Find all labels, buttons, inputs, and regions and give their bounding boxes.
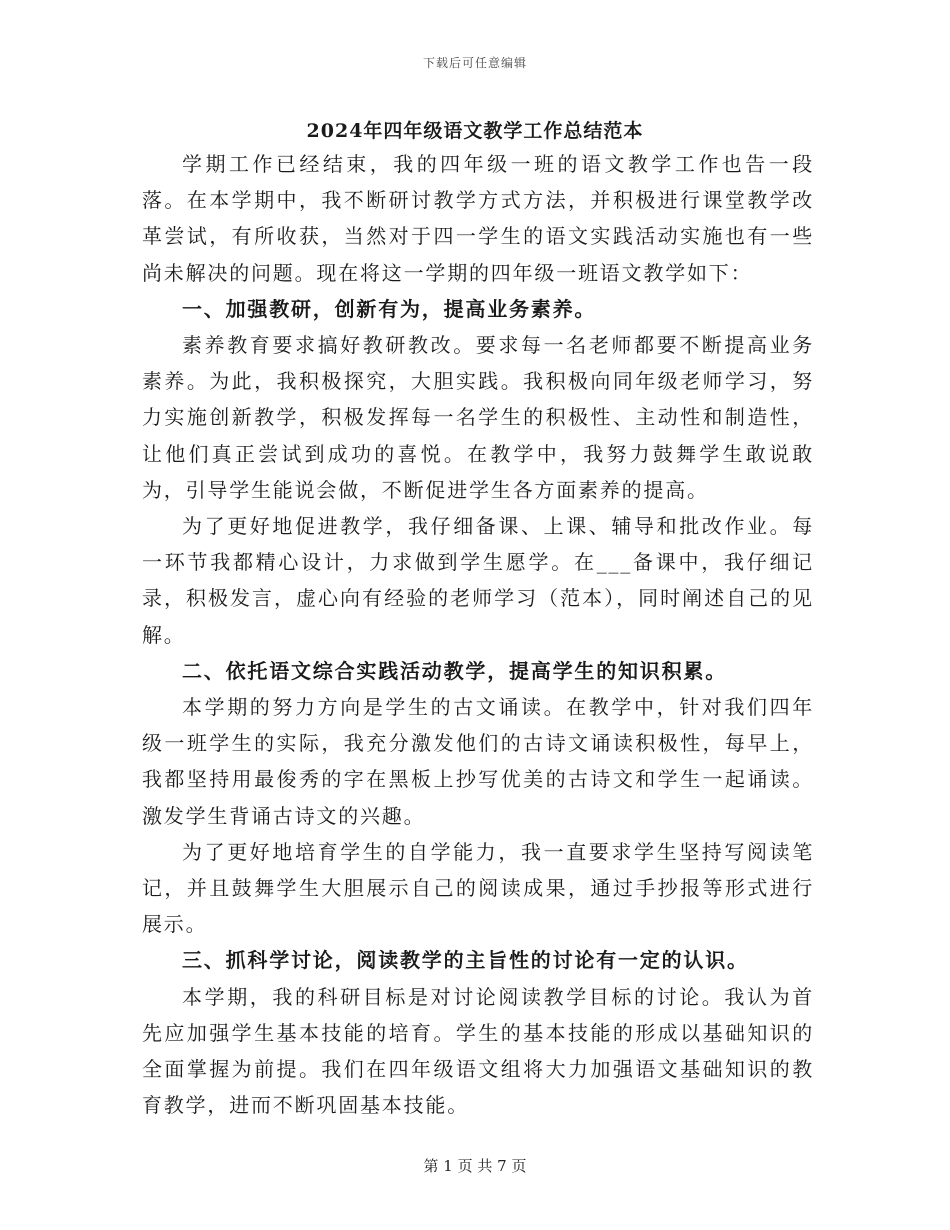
page-number-footer: 第 1 页 共 7 页 (423, 1157, 527, 1175)
intro-paragraph: 学期工作已经结束，我的四年级一班的语文教学工作也告一段落。在本学期中，我不断研讨教学方式方法，并积极进行课堂教学改革尝试，有所收获，当然对于四一学生的语文实践活动实施也有一些尚未解决的问题。现在将这一学期的四年级一班语文教学如下： (142, 152, 814, 285)
paragraph: 素养教育要求搞好教研教改。要求每一名老师都要不断提高业务素养。为此，我积极探究，大胆实践。我积极向同年级老师学习，努力实施创新教学，积极发挥每一名学生的积极性、主动性和制造性，让他们真正尝试到成功的喜悦。在教学中，我努力鼓舞学生敢说敢为，引导学生能说会做，不断促进学生各方面素养的提高。 (142, 333, 814, 502)
document-title: 2024年四年级语文教学工作总结范本 (306, 120, 644, 142)
section-heading-3: 三、抓科学讨论，阅读教学的主旨性的讨论有一定的认识。 (182, 948, 749, 973)
paragraph: 为了更好地促进教学，我仔细备课、上课、辅导和批改作业。每一环节我都精心设计，力求做到学生愿学。在___备课中，我仔细记录，积极发言，虚心向有经验的老师学习（范本），同时阐述自己的见解。 (142, 514, 814, 647)
section-heading-1: 一、加强教研，创新有为，提高业务素养。 (182, 296, 597, 321)
section-heading-2: 二、依托语文综合实践活动教学，提高学生的知识积累。 (182, 658, 727, 683)
document-body (142, 146, 814, 1123)
paragraph: 为了更好地培育学生的自学能力，我一直要求学生坚持写阅读笔记，并且鼓舞学生大胆展示自己的阅读成果，通过手抄报等形式进行展示。 (142, 839, 814, 937)
paragraph: 本学期的努力方向是学生的古文诵读。在教学中，针对我们四年级一班学生的实际，我充分激发他们的古诗文诵读积极性，每早上，我都坚持用最俊秀的字在黑板上抄写优美的古诗文和学生一起诵读。激发学生背诵古诗文的兴趣。 (142, 695, 814, 828)
header-note: 下载后可任意编辑 (422, 56, 527, 70)
paragraph: 本学期，我的科研目标是对讨论阅读教学目标的讨论。我认为首先应加强学生基本技能的培育。学生的基本技能的形成以基础知识的全面掌握为前提。我们在四年级语文组将大力加强语文基础知识的教育教学，进而不断巩固基本技能。 (142, 984, 814, 1118)
